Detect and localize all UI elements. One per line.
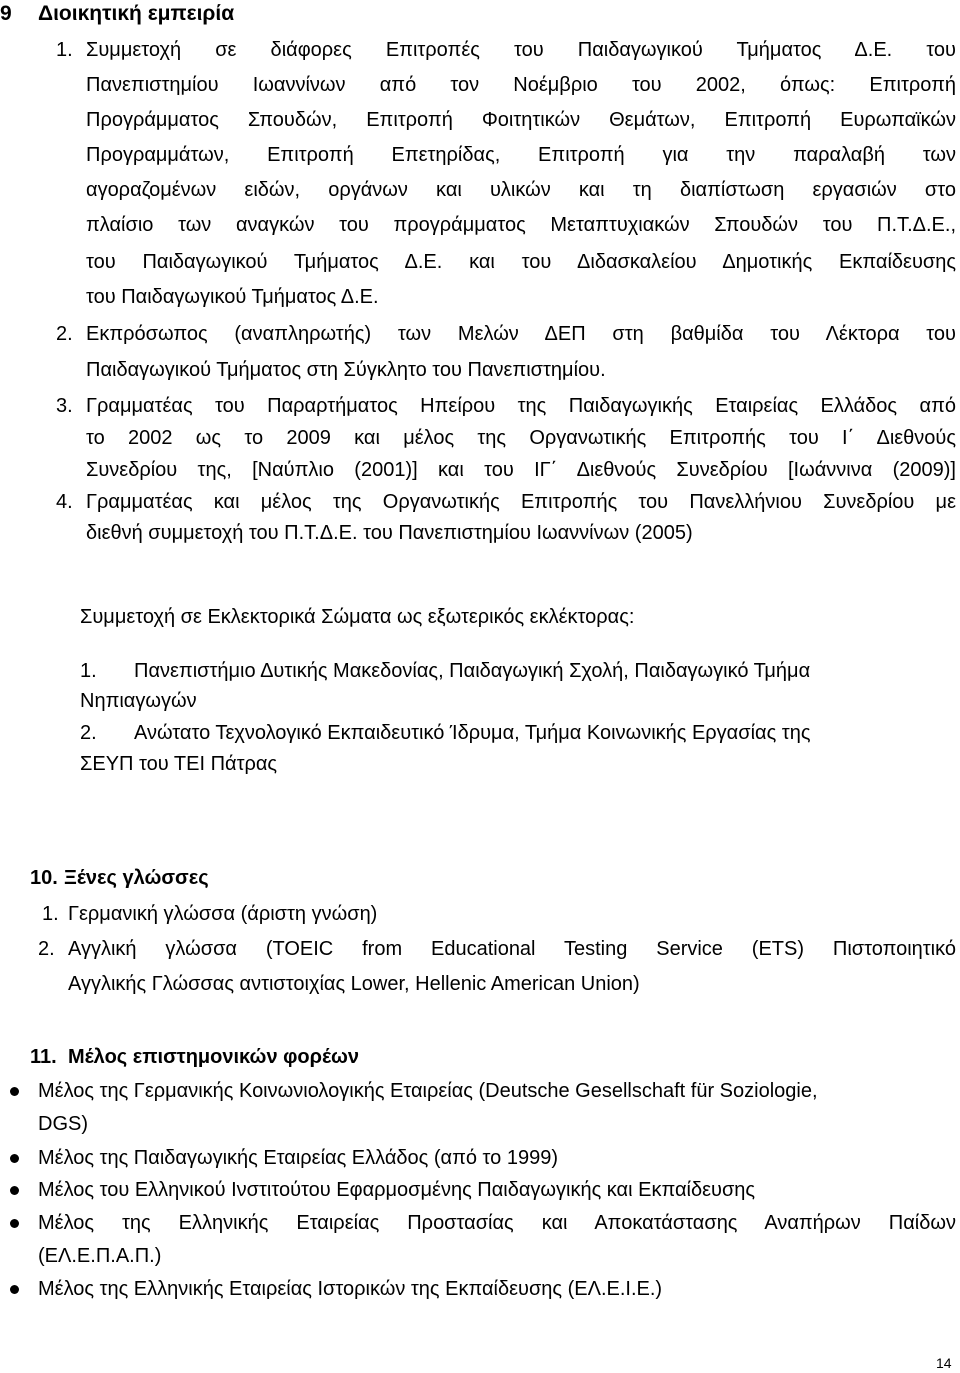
- language-2-line-1: Αγγλική γλώσσα (TOEIC from Educational Testing Service (ETS) Πιστοποιητικό: [68, 938, 956, 960]
- item-3-line-2: το 2002 ως το 2009 και μέλος της Οργανωτικής Επιτροπής του Ι΄ Διεθνούς: [86, 427, 956, 449]
- item-1-line-2: Πανεπιστημίου Ιωαννίνων από τον Νοέμβριο του 2002, όπως: Επιτροπή: [86, 74, 956, 96]
- bullet-icon: [10, 1087, 19, 1096]
- membership-4-line-2: (ΕΛ.Ε.Π.Α.Π.): [38, 1245, 162, 1267]
- item-1-line-4: Προγραμμάτων, Επιτροπή Επετηρίδας, Επιτροπή για την παραλαβή των: [86, 144, 956, 166]
- elector-1-line-2: Νηπιαγωγών: [80, 690, 197, 712]
- item-3-number: 3.: [56, 395, 73, 417]
- item-3-line-1: Γραμματέας του Παραρτήματος Ηπείρου της Παιδαγωγικής Εταιρείας Ελλάδος από: [86, 395, 956, 417]
- membership-1-line-1: Μέλος της Γερμανικής Κοινωνιολογικής Εταιρείας (Deutsche Gesellschaft für Soziologie,: [38, 1080, 818, 1102]
- electors-title: Συμμετοχή σε Εκλεκτορικά Σώματα ως εξωτερικός εκλέκτορας:: [80, 606, 635, 628]
- item-1-number: 1.: [56, 39, 73, 61]
- item-1-line-8: του Παιδαγωγικού Τμήματος Δ.Ε.: [86, 286, 379, 308]
- section-10-heading: Ξένες γλώσσες: [64, 867, 209, 889]
- page-number: 14: [936, 1355, 952, 1371]
- item-1-line-1: Συμμετοχή σε διάφορες Επιτροπές του Παιδαγωγικού Τμήματος Δ.Ε. του: [86, 39, 956, 61]
- elector-2-line-1: Ανώτατο Τεχνολογικό Εκπαιδευτικό Ίδρυμα, Τμήμα Κοινωνικής Εργασίας της: [134, 722, 811, 744]
- language-1-line-1: Γερμανική γλώσσα (άριστη γνώση): [68, 903, 378, 925]
- elector-2-line-2: ΣΕΥΠ του ΤΕΙ Πάτρας: [80, 753, 278, 775]
- item-2-number: 2.: [56, 323, 73, 345]
- bullet-icon: [10, 1285, 19, 1294]
- item-1-line-7: του Παιδαγωγικού Τμήματος Δ.Ε. και του Διδασκαλείου Δημοτικής Εκπαίδευσης: [86, 251, 956, 273]
- membership-1-line-2: DGS): [38, 1113, 88, 1135]
- elector-1-number: 1.: [80, 660, 97, 682]
- item-1-line-6: πλαίσιο των αναγκών του προγράμματος Μεταπτυχιακών Σπουδών του Π.Τ.Δ.Ε.,: [86, 214, 956, 236]
- item-2-line-2: Παιδαγωγικού Τμήματος στη Σύγκλητο του Πανεπιστημίου.: [86, 359, 606, 381]
- section-9-number: 9: [0, 2, 12, 25]
- item-1-line-5: αγοραζομένων ειδών, οργάνων και υλικών και τη διαπίστωση εργασιών στο: [86, 179, 956, 201]
- section-10-number: 10.: [30, 867, 58, 889]
- membership-3-line-1: Μέλος του Ελληνικού Ινστιτούτου Εφαρμοσμένης Παιδαγωγικής και Εκπαίδευσης: [38, 1179, 756, 1201]
- elector-2-number: 2.: [80, 722, 97, 744]
- membership-2-line-1: Μέλος της Παιδαγωγικής Εταιρείας Ελλάδος (από το 1999): [38, 1147, 558, 1169]
- membership-5-line-1: Μέλος της Ελληνικής Εταιρείας Ιστορικών της Εκπαίδευσης (ΕΛ.Ε.Ι.Ε.): [38, 1278, 663, 1300]
- item-4-line-2: διεθνή συμμετοχή του Π.Τ.Δ.Ε. του Πανεπιστημίου Ιωαννίνων (2005): [86, 522, 693, 544]
- language-2-number: 2.: [38, 938, 55, 960]
- item-4-number: 4.: [56, 491, 73, 513]
- section-9-heading: Διοικητική εμπειρία: [38, 2, 235, 25]
- language-2-line-2: Αγγλικής Γλώσσας αντιστοιχίας Lower, Hellenic American Union): [68, 973, 640, 995]
- item-2-line-1: Εκπρόσωπος (αναπληρωτής) των Μελών ΔΕΠ στη βαθμίδα του Λέκτορα του: [86, 323, 956, 345]
- elector-1-line-1: Πανεπιστήμιο Δυτικής Μακεδονίας, Παιδαγωγική Σχολή, Παιδαγωγικό Τμήμα: [134, 660, 811, 682]
- item-1-line-3: Προγράμματος Σπουδών, Επιτροπή Φοιτητικών Θεμάτων, Επιτροπή Ευρωπαϊκών: [86, 109, 956, 131]
- language-1-number: 1.: [42, 903, 59, 925]
- section-11-number: 11.: [30, 1046, 57, 1068]
- bullet-icon: [10, 1219, 19, 1228]
- membership-4-line-1: Μέλος της Ελληνικής Εταιρείας Προστασίας και Αποκατάστασης Αναπήρων Παίδων: [38, 1212, 956, 1234]
- item-4-line-1: Γραμματέας και μέλος της Οργανωτικής Επιτροπής του Πανελλήνιου Συνεδρίου με: [86, 491, 956, 513]
- section-11-heading: Μέλος επιστημονικών φορέων: [68, 1046, 360, 1068]
- bullet-icon: [10, 1186, 19, 1195]
- bullet-icon: [10, 1154, 19, 1163]
- item-3-line-3: Συνεδρίου της, [Ναύπλιο (2001)] και του ΙΓ΄ Διεθνούς Συνεδρίου [Ιωάννινα (2009)]: [86, 459, 956, 481]
